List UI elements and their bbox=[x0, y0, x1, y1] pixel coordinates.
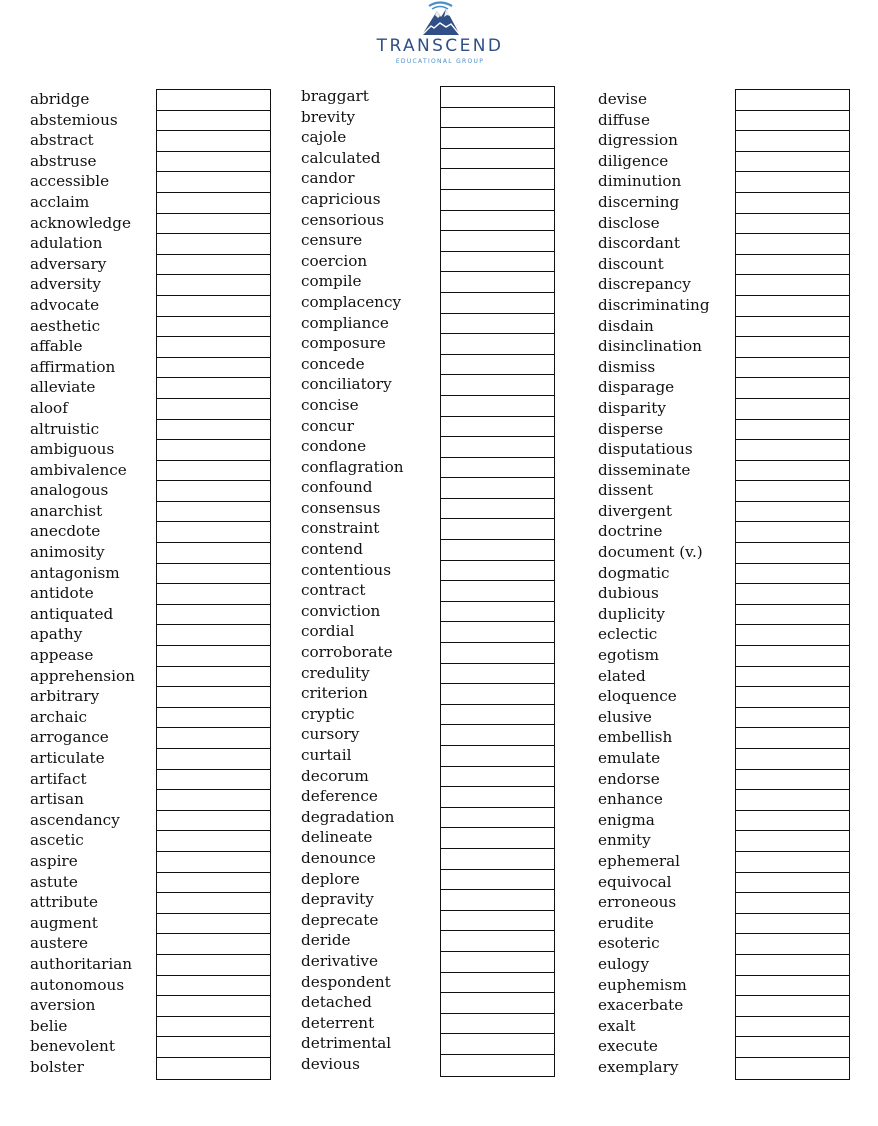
vocab-word: bolster bbox=[30, 1057, 84, 1076]
vocab-word: deride bbox=[301, 931, 351, 950]
answer-box[interactable] bbox=[157, 296, 270, 317]
answer-box[interactable] bbox=[157, 708, 270, 729]
answer-box[interactable] bbox=[441, 396, 554, 417]
vocab-word: cajole bbox=[301, 128, 347, 147]
answer-box[interactable] bbox=[157, 893, 270, 914]
answer-box[interactable] bbox=[441, 664, 554, 685]
vocab-word: disinclination bbox=[598, 337, 702, 356]
vocab-word: contend bbox=[301, 540, 364, 559]
answer-box[interactable] bbox=[736, 873, 849, 894]
answer-box[interactable] bbox=[441, 314, 554, 335]
answer-box[interactable] bbox=[441, 931, 554, 952]
answer-box[interactable] bbox=[736, 708, 849, 729]
vocab-word: ambiguous bbox=[30, 440, 115, 459]
vocab-word: enhance bbox=[598, 790, 663, 809]
vocab-word: disdain bbox=[598, 316, 654, 335]
vocab-word: brevity bbox=[301, 107, 356, 126]
vocab-word: belie bbox=[30, 1016, 68, 1035]
vocab-word: enigma bbox=[598, 810, 655, 829]
vocab-word: adversity bbox=[30, 275, 101, 294]
vocab-word: dismiss bbox=[598, 357, 656, 376]
answer-box[interactable] bbox=[441, 478, 554, 499]
answer-box[interactable] bbox=[157, 255, 270, 276]
answer-box[interactable] bbox=[441, 417, 554, 438]
answer-box[interactable] bbox=[157, 996, 270, 1017]
vocab-word: adversary bbox=[30, 254, 107, 273]
answer-box[interactable] bbox=[157, 584, 270, 605]
answer-box[interactable] bbox=[441, 973, 554, 994]
vocab-word: benevolent bbox=[30, 1037, 115, 1056]
vocab-word: despondent bbox=[301, 972, 391, 991]
answer-box[interactable] bbox=[441, 375, 554, 396]
answer-box[interactable] bbox=[441, 561, 554, 582]
vocab-word: devious bbox=[301, 1054, 360, 1073]
answer-box[interactable] bbox=[441, 128, 554, 149]
vocab-word: dissent bbox=[598, 481, 654, 500]
answer-box[interactable] bbox=[441, 190, 554, 211]
answer-box[interactable] bbox=[441, 499, 554, 520]
vocab-word: deplore bbox=[301, 869, 360, 888]
vocab-word: egotism bbox=[598, 646, 660, 665]
answer-box[interactable] bbox=[736, 770, 849, 791]
vocab-word: disparage bbox=[598, 378, 675, 397]
answer-box[interactable] bbox=[736, 111, 849, 132]
vocab-word: credulity bbox=[301, 663, 370, 682]
vocab-word: consensus bbox=[301, 498, 381, 517]
answer-box[interactable] bbox=[157, 420, 270, 441]
answer-box[interactable] bbox=[441, 767, 554, 788]
vocab-word: curtail bbox=[301, 746, 352, 764]
vocab-word: embellish bbox=[598, 728, 673, 747]
vocab-word: diffuse bbox=[598, 110, 650, 129]
answer-box[interactable] bbox=[736, 1037, 849, 1058]
transcend-logo bbox=[360, 0, 520, 70]
vocab-word: cryptic bbox=[301, 704, 355, 723]
word-list bbox=[301, 86, 404, 1075]
answer-box[interactable] bbox=[441, 602, 554, 623]
answer-box[interactable] bbox=[441, 540, 554, 561]
vocab-word: euphemism bbox=[598, 975, 687, 994]
vocab-word: eloquence bbox=[598, 687, 677, 706]
answer-box[interactable] bbox=[441, 787, 554, 808]
vocab-word: exacerbate bbox=[598, 996, 684, 1015]
answer-box[interactable] bbox=[736, 811, 849, 832]
answer-box[interactable] bbox=[441, 1014, 554, 1035]
vocab-word: concede bbox=[301, 354, 365, 373]
answer-box[interactable] bbox=[441, 87, 554, 108]
vocab-word: endorse bbox=[598, 769, 660, 788]
vocab-word: acclaim bbox=[30, 192, 90, 211]
vocab-word: dogmatic bbox=[598, 563, 670, 582]
answer-box[interactable] bbox=[736, 914, 849, 935]
answer-box[interactable] bbox=[157, 502, 270, 523]
vocab-word: artifact bbox=[30, 769, 87, 788]
answer-box[interactable] bbox=[736, 1017, 849, 1038]
answer-box[interactable] bbox=[736, 687, 849, 708]
answer-box[interactable] bbox=[441, 808, 554, 829]
vocab-word: criterion bbox=[301, 684, 368, 703]
vocab-word: antidote bbox=[30, 584, 94, 603]
answer-box[interactable] bbox=[736, 522, 849, 543]
vocab-word: disperse bbox=[598, 419, 664, 438]
answer-box[interactable] bbox=[441, 231, 554, 252]
vocab-word: execute bbox=[598, 1037, 658, 1056]
answer-box[interactable] bbox=[157, 399, 270, 420]
vocab-word: aloof bbox=[30, 398, 68, 417]
vocab-word: contentious bbox=[301, 560, 391, 579]
vocab-word: braggart bbox=[301, 87, 369, 105]
answer-box[interactable] bbox=[157, 852, 270, 873]
answer-box[interactable] bbox=[736, 646, 849, 667]
vocab-word: decorum bbox=[301, 766, 369, 785]
answer-box[interactable] bbox=[736, 564, 849, 585]
answer-box[interactable] bbox=[441, 870, 554, 891]
answer-box[interactable] bbox=[736, 481, 849, 502]
answer-box[interactable] bbox=[736, 440, 849, 461]
answer-box[interactable] bbox=[157, 955, 270, 976]
vocab-word: detached bbox=[301, 993, 372, 1012]
vocab-word: aversion bbox=[30, 996, 96, 1015]
vocab-word: discordant bbox=[598, 234, 680, 253]
answer-box[interactable] bbox=[441, 149, 554, 170]
answer-box[interactable] bbox=[736, 296, 849, 317]
vocab-word: cursory bbox=[301, 725, 360, 744]
vocab-word: advocate bbox=[30, 295, 100, 314]
answer-box[interactable] bbox=[157, 275, 270, 296]
vocab-word: degradation bbox=[301, 807, 395, 826]
vocab-word: esoteric bbox=[598, 934, 660, 953]
vocab-word: composure bbox=[301, 334, 386, 353]
vocab-word: eulogy bbox=[598, 954, 650, 973]
vocab-word: astute bbox=[30, 872, 78, 891]
vocab-word: exemplary bbox=[598, 1057, 679, 1076]
vocab-word: adulation bbox=[30, 234, 103, 253]
vocab-word: autonomous bbox=[30, 975, 125, 994]
answer-box[interactable] bbox=[441, 890, 554, 911]
vocab-word: diminution bbox=[598, 172, 682, 191]
vocab-word: abstemious bbox=[30, 110, 118, 129]
vocab-word: diligence bbox=[598, 151, 669, 170]
answer-box[interactable] bbox=[157, 770, 270, 791]
answer-box[interactable] bbox=[157, 214, 270, 235]
vocab-word: disputatious bbox=[598, 440, 693, 459]
answer-box[interactable] bbox=[157, 481, 270, 502]
vocab-word: confound bbox=[301, 478, 373, 497]
answer-box[interactable] bbox=[157, 90, 270, 111]
answer-box[interactable] bbox=[736, 852, 849, 873]
vocab-word: discerning bbox=[598, 192, 680, 211]
answer-box[interactable] bbox=[157, 914, 270, 935]
answer-box[interactable] bbox=[157, 193, 270, 214]
vocab-word: devise bbox=[598, 90, 647, 108]
answer-box[interactable] bbox=[736, 337, 849, 358]
answer-box[interactable] bbox=[736, 728, 849, 749]
vocab-word: erroneous bbox=[598, 893, 677, 912]
vocab-word: deference bbox=[301, 787, 378, 806]
vocab-word: erudite bbox=[598, 913, 654, 932]
vocab-word: deterrent bbox=[301, 1013, 375, 1032]
answer-box[interactable] bbox=[441, 746, 554, 767]
answer-box[interactable] bbox=[157, 543, 270, 564]
answer-box[interactable] bbox=[736, 461, 849, 482]
answer-box[interactable] bbox=[736, 378, 849, 399]
vocab-word: constraint bbox=[301, 519, 380, 538]
answer-box[interactable] bbox=[441, 643, 554, 664]
answer-box[interactable] bbox=[157, 1017, 270, 1038]
answer-box[interactable] bbox=[736, 193, 849, 214]
vocab-word: discrepancy bbox=[598, 275, 691, 294]
vocab-word: digression bbox=[598, 131, 678, 150]
vocab-word: altruistic bbox=[30, 419, 100, 438]
answer-box[interactable] bbox=[441, 911, 554, 932]
answer-box[interactable] bbox=[157, 378, 270, 399]
answer-box[interactable] bbox=[441, 458, 554, 479]
answer-box[interactable] bbox=[157, 976, 270, 997]
vocab-word: censorious bbox=[301, 210, 385, 229]
vocab-word: derivative bbox=[301, 951, 378, 970]
vocab-word: detrimental bbox=[301, 1034, 392, 1053]
answer-box[interactable] bbox=[157, 234, 270, 255]
vocab-word: discriminating bbox=[598, 295, 710, 314]
word-list bbox=[30, 89, 135, 1078]
vocab-word: concur bbox=[301, 416, 354, 435]
answer-box[interactable] bbox=[157, 1037, 270, 1058]
answer-box[interactable] bbox=[441, 993, 554, 1014]
answer-box[interactable] bbox=[736, 1058, 849, 1079]
vocab-word: alleviate bbox=[30, 378, 96, 397]
vocab-word: antagonism bbox=[30, 563, 120, 582]
answer-box[interactable] bbox=[157, 873, 270, 894]
answer-box[interactable] bbox=[157, 358, 270, 379]
answer-box[interactable] bbox=[441, 581, 554, 602]
vocab-word: disclose bbox=[598, 213, 660, 232]
vocab-word: apprehension bbox=[30, 666, 135, 685]
answer-box[interactable] bbox=[157, 749, 270, 770]
answer-box[interactable] bbox=[736, 234, 849, 255]
answer-box[interactable] bbox=[736, 502, 849, 523]
answer-box[interactable] bbox=[441, 828, 554, 849]
answer-box[interactable] bbox=[157, 831, 270, 852]
answer-box[interactable] bbox=[157, 337, 270, 358]
answer-box[interactable] bbox=[736, 214, 849, 235]
answer-box[interactable] bbox=[157, 564, 270, 585]
vocab-word: emulate bbox=[598, 749, 661, 767]
vocab-word: compliance bbox=[301, 313, 389, 332]
answer-box[interactable] bbox=[441, 952, 554, 973]
vocab-word: divergent bbox=[598, 501, 673, 520]
vocab-word: attribute bbox=[30, 893, 98, 912]
answer-box[interactable] bbox=[736, 358, 849, 379]
answer-box[interactable] bbox=[441, 293, 554, 314]
vocab-word: ambivalence bbox=[30, 460, 127, 479]
vocab-word: antiquated bbox=[30, 604, 114, 623]
answer-box-column bbox=[735, 89, 850, 1080]
vocab-word: abridge bbox=[30, 90, 90, 108]
answer-box[interactable] bbox=[441, 355, 554, 376]
vocab-word: aesthetic bbox=[30, 316, 101, 335]
answer-box[interactable] bbox=[736, 275, 849, 296]
answer-box[interactable] bbox=[736, 749, 849, 770]
vocab-word: doctrine bbox=[598, 522, 663, 541]
vocab-word: ascetic bbox=[30, 831, 84, 850]
answer-box[interactable] bbox=[157, 522, 270, 543]
answer-box[interactable] bbox=[736, 831, 849, 852]
vocab-word: concise bbox=[301, 395, 359, 414]
vocab-word: affable bbox=[30, 337, 83, 356]
vocab-word: arrogance bbox=[30, 728, 109, 747]
answer-box[interactable] bbox=[736, 934, 849, 955]
vocab-word: abstract bbox=[30, 131, 94, 150]
vocab-word: candor bbox=[301, 169, 355, 188]
vocab-word: document (v.) bbox=[598, 543, 703, 562]
answer-box[interactable] bbox=[441, 849, 554, 870]
vocab-word: denounce bbox=[301, 848, 376, 867]
vocab-word: censure bbox=[301, 231, 363, 250]
answer-box[interactable] bbox=[736, 955, 849, 976]
answer-box[interactable] bbox=[736, 584, 849, 605]
vocab-word: condone bbox=[301, 437, 367, 456]
vocab-word: ascendancy bbox=[30, 810, 120, 829]
vocab-word: depravity bbox=[301, 890, 374, 909]
answer-box[interactable] bbox=[736, 605, 849, 626]
answer-box[interactable] bbox=[736, 90, 849, 111]
vocab-word: conciliatory bbox=[301, 375, 392, 394]
answer-box[interactable] bbox=[157, 440, 270, 461]
vocab-word: aspire bbox=[30, 851, 78, 870]
answer-box[interactable] bbox=[736, 152, 849, 173]
answer-box[interactable] bbox=[441, 622, 554, 643]
vocab-word: duplicity bbox=[598, 604, 665, 623]
vocab-word: augment bbox=[30, 913, 98, 932]
vocab-word: arbitrary bbox=[30, 687, 100, 706]
vocab-word: conflagration bbox=[301, 457, 404, 476]
answer-box[interactable] bbox=[157, 1058, 270, 1079]
vocab-word: disseminate bbox=[598, 460, 691, 479]
word-list bbox=[598, 89, 710, 1078]
answer-box[interactable] bbox=[736, 893, 849, 914]
vocab-word: deprecate bbox=[301, 910, 379, 929]
vocab-word: artisan bbox=[30, 790, 84, 809]
answer-box[interactable] bbox=[441, 1055, 554, 1076]
vocab-word: complacency bbox=[301, 292, 402, 311]
vocab-word: appease bbox=[30, 646, 94, 665]
answer-box[interactable] bbox=[157, 152, 270, 173]
vocab-word: anarchist bbox=[30, 501, 103, 520]
answer-box[interactable] bbox=[157, 667, 270, 688]
vocab-word: contract bbox=[301, 581, 366, 600]
vocab-word: abstruse bbox=[30, 151, 97, 170]
vocab-word: corroborate bbox=[301, 643, 393, 662]
answer-box[interactable] bbox=[441, 108, 554, 129]
vocab-word: acknowledge bbox=[30, 213, 131, 232]
answer-box[interactable] bbox=[441, 211, 554, 232]
answer-box[interactable] bbox=[157, 790, 270, 811]
answer-box[interactable] bbox=[441, 684, 554, 705]
answer-box[interactable] bbox=[441, 705, 554, 726]
mountain-logo-icon bbox=[415, 0, 465, 36]
answer-box[interactable] bbox=[736, 131, 849, 152]
answer-box[interactable] bbox=[736, 255, 849, 276]
vocab-word: cordial bbox=[301, 622, 355, 641]
vocab-word: elusive bbox=[598, 707, 652, 726]
answer-box[interactable] bbox=[736, 399, 849, 420]
vocab-word: ephemeral bbox=[598, 851, 681, 870]
answer-box[interactable] bbox=[441, 1034, 554, 1055]
answer-box[interactable] bbox=[157, 172, 270, 193]
vocab-word: dubious bbox=[598, 584, 659, 603]
answer-box[interactable] bbox=[736, 976, 849, 997]
vocab-word: exalt bbox=[598, 1016, 636, 1035]
vocab-word: enmity bbox=[598, 831, 651, 850]
vocab-word: analogous bbox=[30, 481, 109, 500]
answer-box[interactable] bbox=[157, 317, 270, 338]
answer-box[interactable] bbox=[736, 543, 849, 564]
answer-box[interactable] bbox=[441, 519, 554, 540]
answer-box[interactable] bbox=[736, 996, 849, 1017]
vocab-word: austere bbox=[30, 934, 88, 953]
vocab-word: equivocal bbox=[598, 872, 672, 891]
vocab-word: anecdote bbox=[30, 522, 101, 541]
answer-box[interactable] bbox=[736, 625, 849, 646]
vocab-word: articulate bbox=[30, 749, 105, 767]
vocab-word: compile bbox=[301, 272, 362, 291]
vocab-word: conviction bbox=[301, 601, 381, 620]
vocab-word: apathy bbox=[30, 625, 83, 644]
vocab-word: disparity bbox=[598, 398, 666, 417]
answer-box[interactable] bbox=[441, 437, 554, 458]
answer-box[interactable] bbox=[157, 687, 270, 708]
answer-box[interactable] bbox=[441, 272, 554, 293]
answer-box[interactable] bbox=[157, 131, 270, 152]
answer-box[interactable] bbox=[157, 605, 270, 626]
answer-box[interactable] bbox=[441, 725, 554, 746]
answer-box[interactable] bbox=[157, 625, 270, 646]
answer-box[interactable] bbox=[157, 646, 270, 667]
vocab-word: archaic bbox=[30, 707, 88, 726]
logo-name: TRANSCEND bbox=[376, 36, 504, 56]
answer-box[interactable] bbox=[157, 728, 270, 749]
answer-box[interactable] bbox=[736, 420, 849, 441]
vocab-word: authoritarian bbox=[30, 954, 133, 973]
answer-box[interactable] bbox=[157, 111, 270, 132]
answer-box[interactable] bbox=[736, 317, 849, 338]
answer-box[interactable] bbox=[441, 169, 554, 190]
vocab-word: eclectic bbox=[598, 625, 658, 644]
vocab-word: accessible bbox=[30, 172, 110, 191]
vocab-word: elated bbox=[598, 666, 646, 685]
vocab-word: discount bbox=[598, 254, 664, 273]
answer-box[interactable] bbox=[441, 252, 554, 273]
answer-box[interactable] bbox=[736, 172, 849, 193]
answer-box[interactable] bbox=[736, 790, 849, 811]
answer-box-column bbox=[156, 89, 271, 1080]
answer-box[interactable] bbox=[736, 667, 849, 688]
answer-box[interactable] bbox=[157, 461, 270, 482]
answer-box[interactable] bbox=[157, 934, 270, 955]
answer-box[interactable] bbox=[157, 811, 270, 832]
vocab-word: animosity bbox=[30, 543, 105, 562]
logo-subtitle: EDUCATIONAL GROUP bbox=[395, 58, 485, 65]
answer-box-column bbox=[440, 86, 555, 1077]
answer-box[interactable] bbox=[441, 334, 554, 355]
vocab-word: delineate bbox=[301, 828, 373, 847]
vocab-word: capricious bbox=[301, 189, 381, 208]
vocab-word: affirmation bbox=[30, 357, 116, 376]
vocab-word: coercion bbox=[301, 251, 368, 270]
vocab-word: calculated bbox=[301, 148, 381, 167]
